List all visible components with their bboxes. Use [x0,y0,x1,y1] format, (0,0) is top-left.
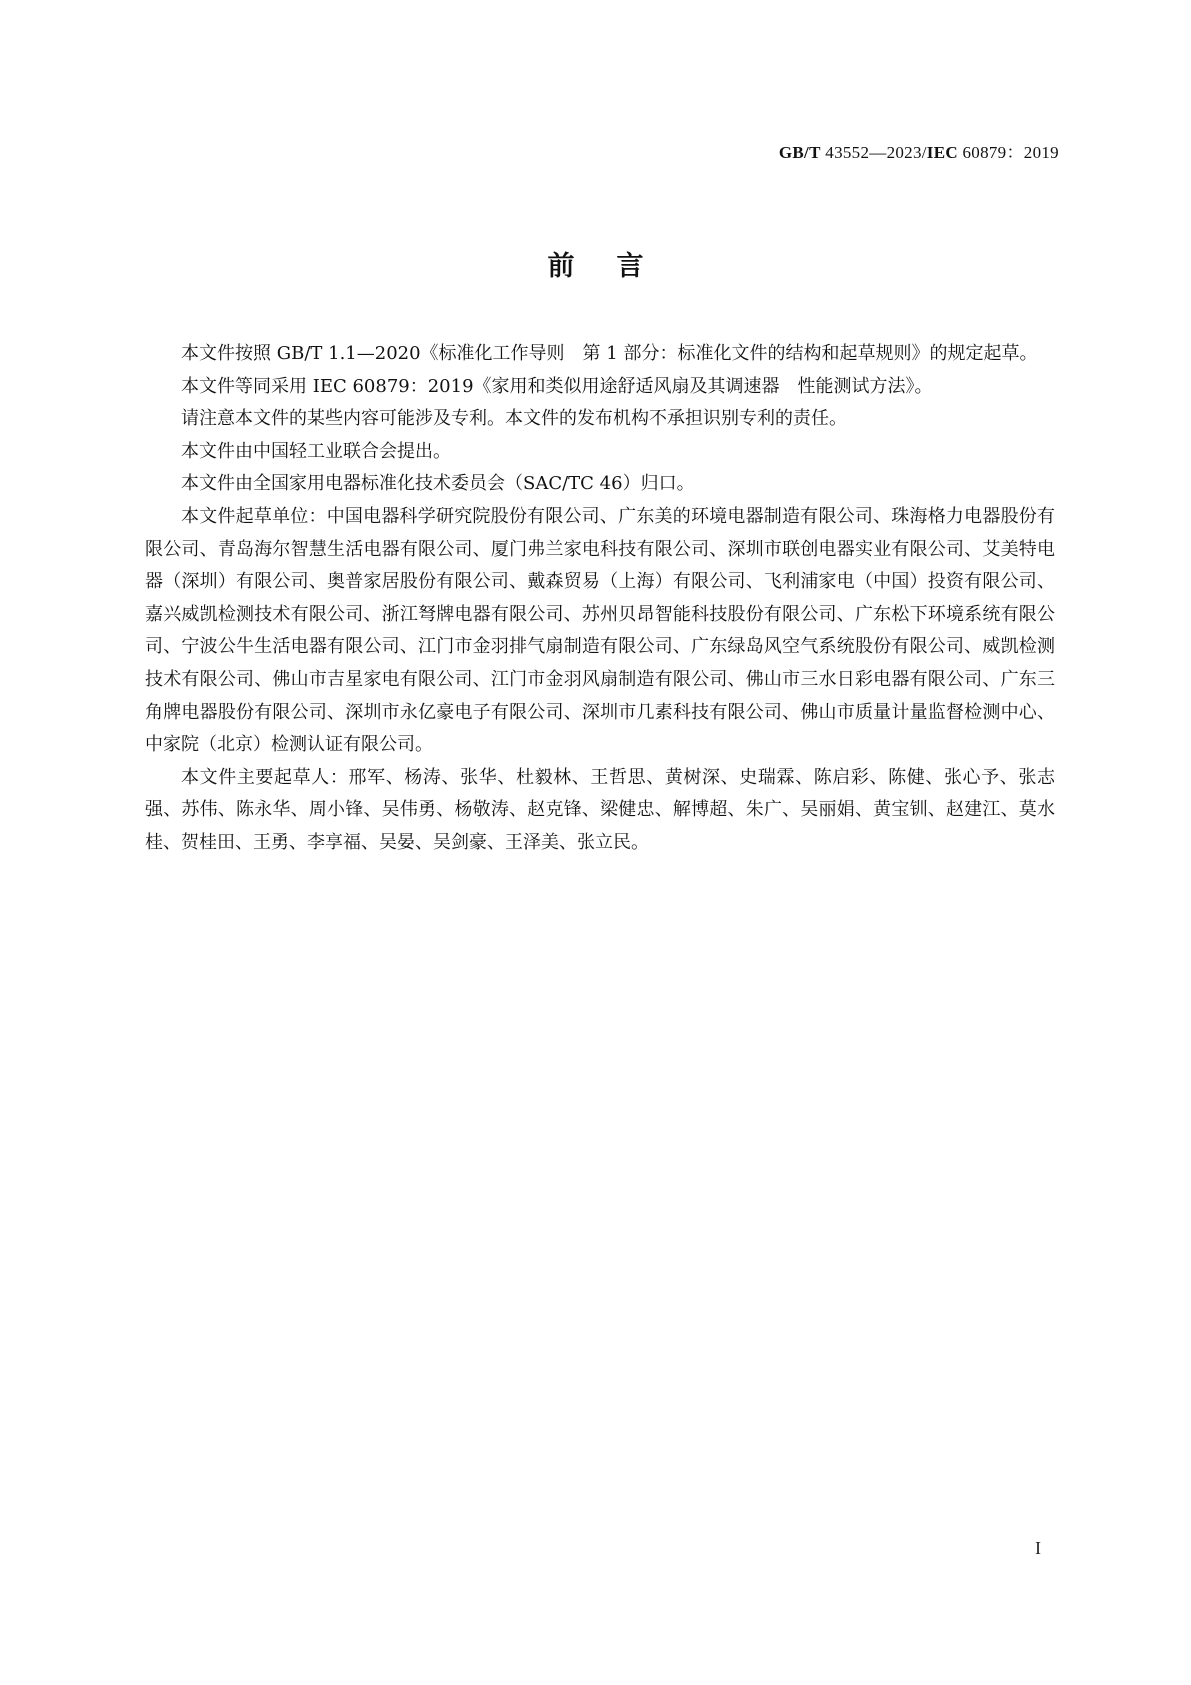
paragraph-patent-notice: 请注意本文件的某些内容可能涉及专利。本文件的发布机构不承担识别专利的责任。 [181,408,847,430]
standard-number: 43552—2023/ [820,143,927,162]
paragraph-adoption: 本文件等同采用 IEC 60879：2019《家用和类似用途舒适风扇及其调速器 性能测试方法》。 [181,375,933,397]
standard-prefix: GB/T [778,143,821,162]
iec-number: 60879：2019 [957,143,1059,162]
standard-code-header [779,138,1059,163]
paragraph-drafters: 本文件主要起草人：邢军、杨涛、张华、杜毅林、王哲思、黄树深、史瑞霖、陈启彩、陈健、张心予、张志强、苏伟、陈永华、周小锋、吴伟勇、杨敬涛、赵克锋、梁健忠、解博超、朱广、吴丽娟、黄宝钏、赵建江、莫水桂、贺桂田、王勇、李享福、吴晏、吴剑豪、王泽美、张立民。 [145,766,1055,853]
paragraph-technical-committee: 本文件由全国家用电器标准化技术委员会（SAC/TC 46）归口。 [181,473,695,495]
preface-body [145,338,1055,860]
page-title: 前言 [547,251,686,282]
iec-prefix: IEC [926,143,958,162]
page-number: I [1035,1538,1041,1558]
paragraph-proposed-by: 本文件由中国轻工业联合会提出。 [181,440,451,462]
paragraph-drafting-units: 本文件起草单位：中国电器科学研究院股份有限公司、广东美的环境电器制造有限公司、珠海格力电器股份有限公司、青岛海尔智慧生活电器有限公司、厦门弗兰家电科技有限公司、深圳市联创电器实业有限公司、艾美特电器（深圳）有限公司、奥普家居股份有限公司、戴森贸易（上海）有限公司、飞利浦家电（中国）投资有限公司、嘉兴威凯检测技术有限公司、浙江弩牌电器有限公司、苏州贝昂智能科技股份有限公司、广东松下环境系统有限公司、宁波公牛生活电器有限公司、江门市金羽排气扇制造有限公司、广东绿岛风空气系统股份有限公司、威凯检测技术有限公司、佛山市吉星家电有限公司、江门市金羽风扇制造有限公司、佛山市三水日彩电器有限公司、广东三角牌电器股份有限公司、深圳市永亿豪电子有限公司、深圳市几素科技有限公司、佛山市质量计量监督检测中心、中家院（北京）检测认证有限公司。 [145,505,1055,756]
paragraph-drafting-rules: 本文件按照 GB/T 1.1—2020《标准化工作导则 第 1 部分：标准化文件的结构和起草规则》的规定起草。 [181,343,1038,364]
